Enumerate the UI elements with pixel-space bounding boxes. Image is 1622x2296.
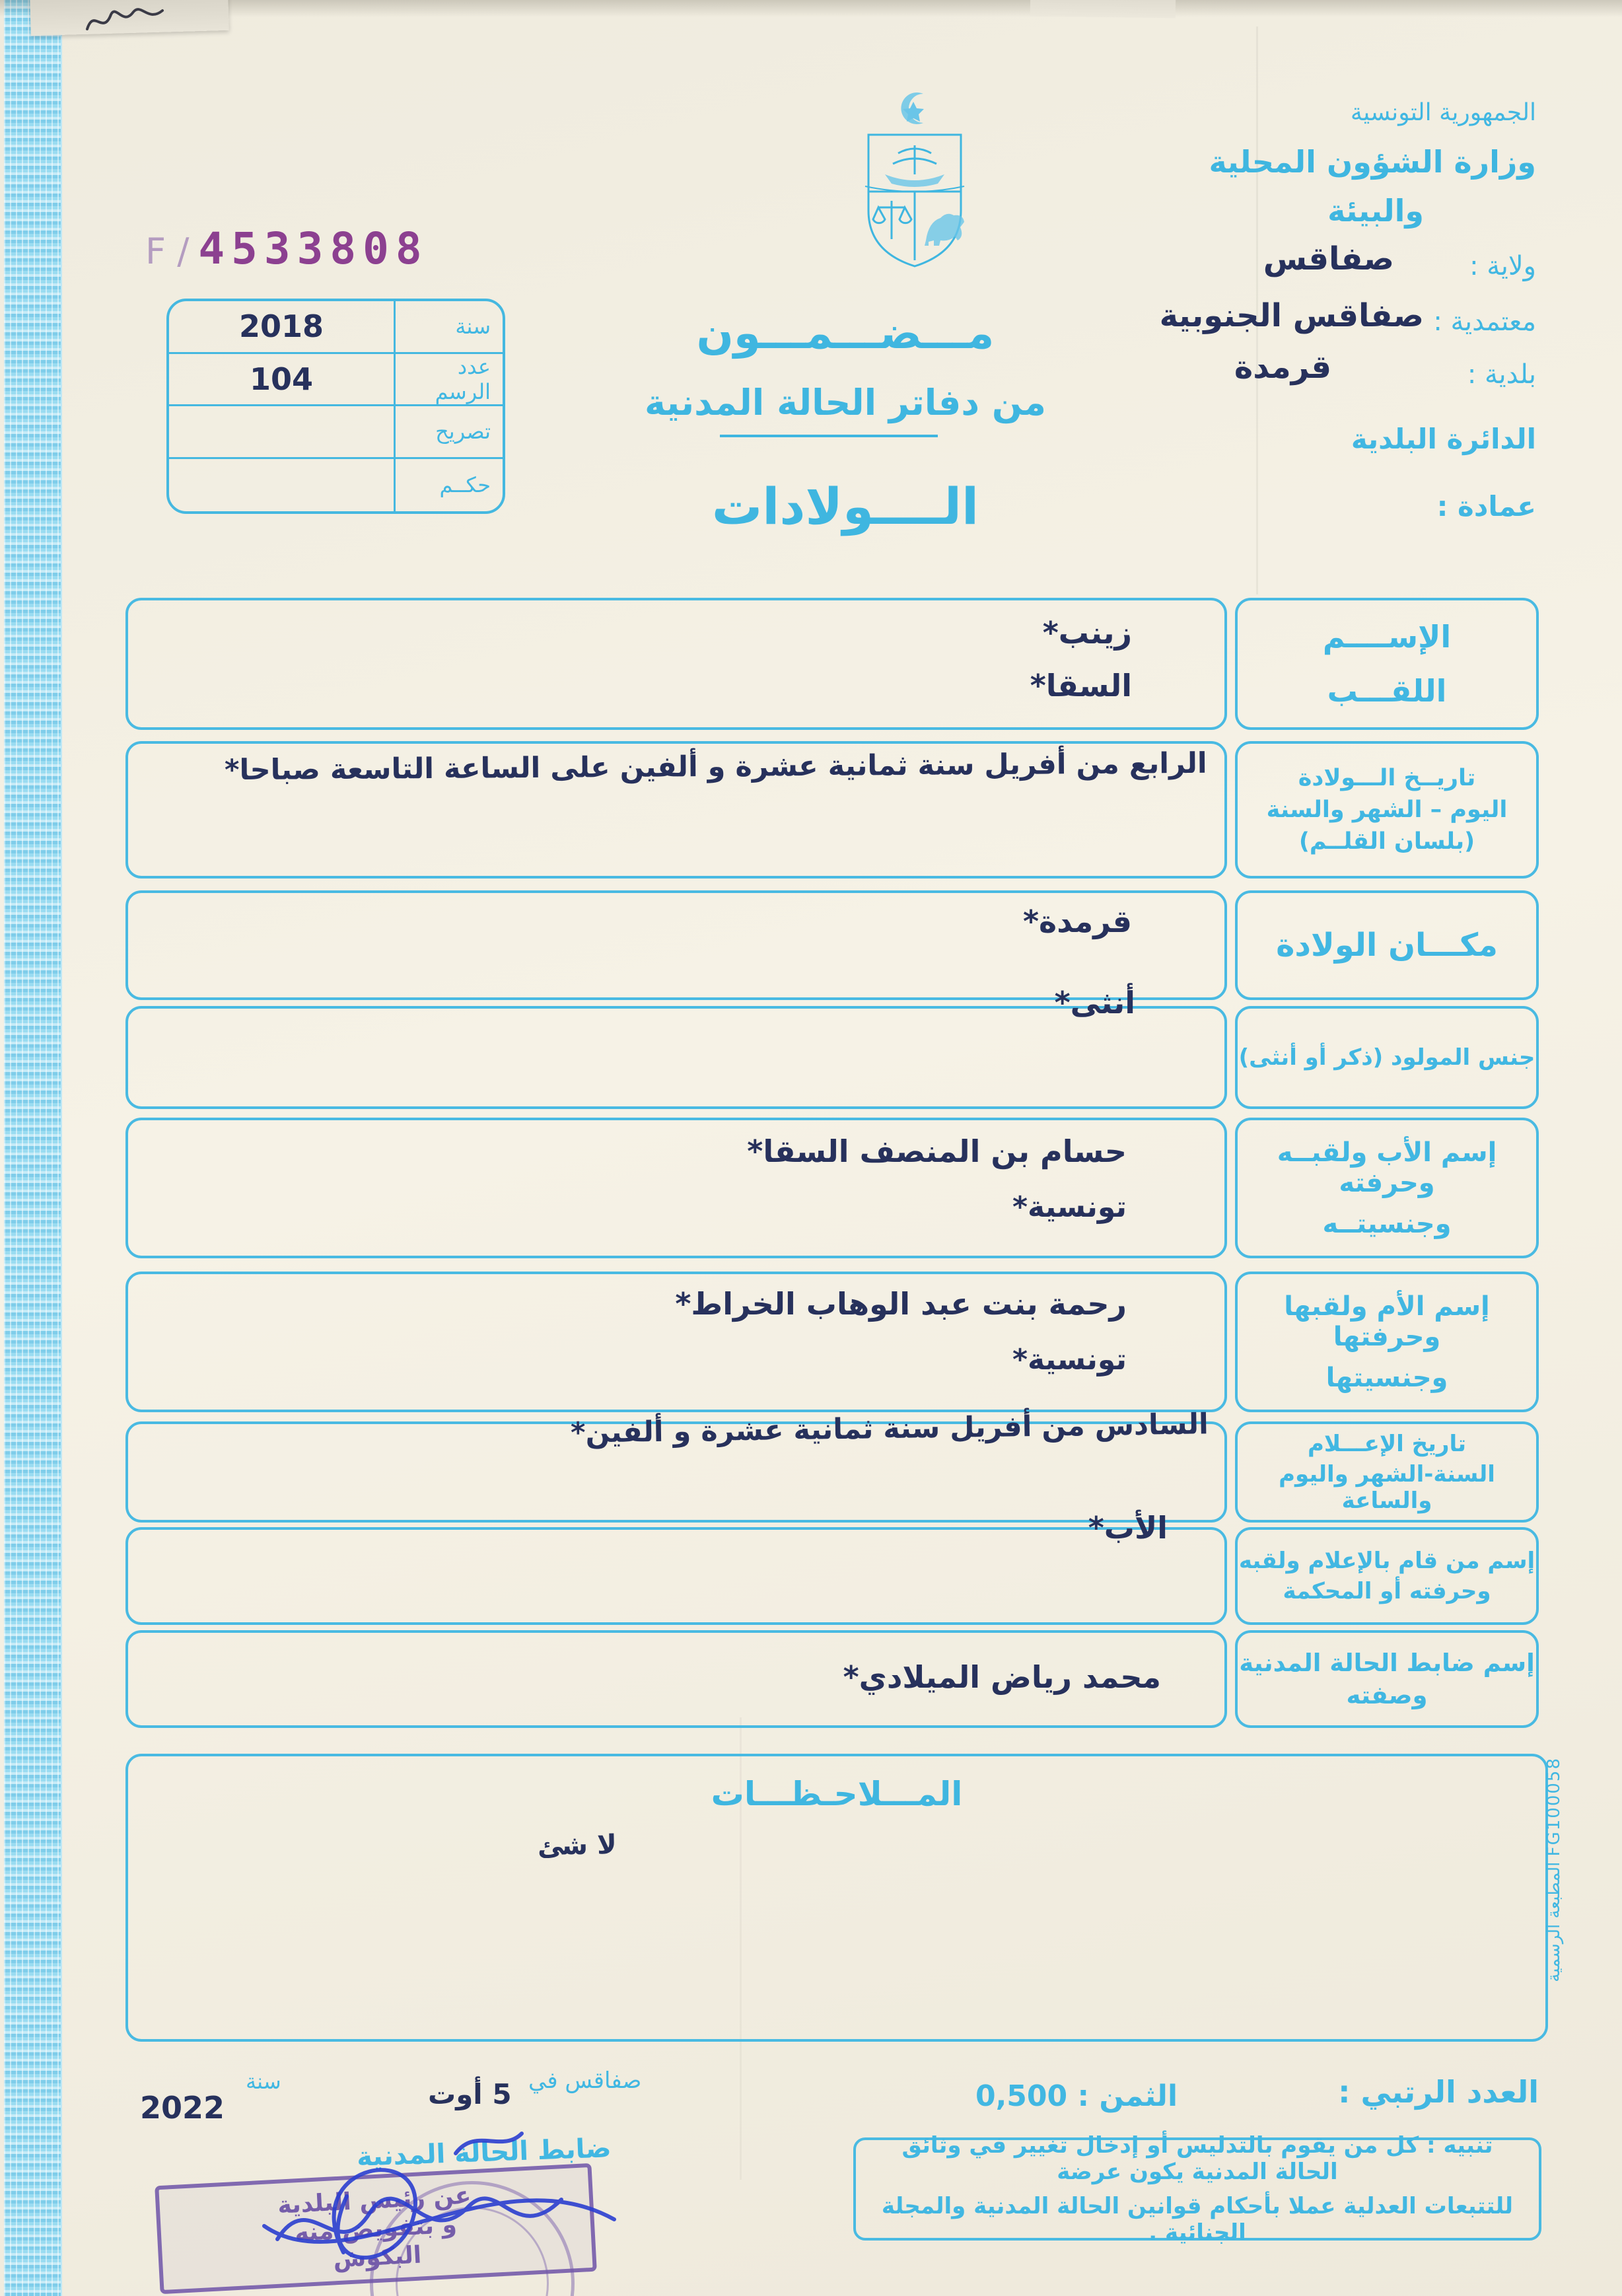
label-sex [1235,1006,1539,1109]
value-birth-place: قرمدة* [1023,904,1132,939]
act-number-label: عدد الرسم [394,354,503,407]
delegation-label: معتمدية : [1433,306,1536,337]
label-birth-date-1: تاريــخ الـــولادة [1298,765,1476,791]
tunisia-coat-of-arms-icon [845,87,984,289]
ministry-line1: وزارة الشؤون المحلية [1209,144,1536,180]
field-officer [125,1630,1227,1728]
declaration-label: تصريح [394,406,503,459]
notes-title: المـــلاحـظـــات [711,1775,963,1813]
value-mother-nationality: تونسية* [1012,1343,1127,1377]
label-declaration-date-1: تاريخ الإعـــلام [1308,1430,1467,1457]
value-officer-name: محمد رياض الميلادي* [843,1659,1161,1695]
label-sex-text: جنس المولود (ذكر أو أنثى) [1238,1044,1535,1071]
document-title-line1: مـــضـــمـــون [696,308,995,359]
value-mother-name: رحمة بنت عبد الوهاب الخراط* [675,1286,1127,1322]
label-father-2: وجنسيتــه [1322,1208,1452,1239]
field-sex [125,985,1227,1109]
district-label: الدائرة البلدية [1351,423,1536,455]
value-surname: السقا* [1030,668,1132,703]
stamp-line2: و بتفويض منه [294,2211,458,2246]
fraud-warning-box [853,2132,1541,2246]
security-border-strip [4,0,62,2296]
label-name-surname [1235,598,1539,730]
price-label: الثمن : 0,500 [975,2079,1178,2113]
label-declarant-1: إسم من قام بالإعلام ولقبه [1238,1548,1535,1574]
label-surname: اللقـــب [1327,673,1447,709]
label-mother-1: إسم الأم ولقبها وحرفتها [1284,1291,1490,1352]
handwritten-scribble [79,3,172,42]
value-sex: أنثى* [1054,985,1135,1021]
label-birth-date-3: (بلسان القلــم) [1298,828,1475,855]
printer-reference: المطبعة الرسمية FG100058 [1544,1757,1564,1982]
field-declarant [125,1510,1227,1625]
stamp-line1: عن رئيس البلدية [277,2181,472,2219]
label-declaration-date-2: السنة-الشهر واليوم والساعة [1279,1460,1495,1514]
tape-top-right [1030,0,1176,18]
declaration-value [169,406,394,459]
field-birth-place [125,890,1227,1000]
label-mother [1235,1272,1539,1412]
ordinal-number-label: العدد الرتبي : [1338,2074,1539,2110]
officer-signature-title: ضابط الحالة المدنية [356,2133,612,2172]
judgment-label: حكــم [394,459,503,512]
judgment-value [169,459,394,512]
label-father-1: إسم الأب ولقبــه وحرفته [1277,1137,1497,1198]
label-birth-place [1235,890,1539,1000]
issue-year-label: سنة [246,2069,281,2094]
year-label: سنة [394,301,503,354]
field-mother [125,1272,1227,1412]
field-father [125,1118,1227,1258]
registry-box [166,299,505,514]
serial-number [145,223,429,274]
serial-digits: 4533808 [198,223,429,274]
signature-scribble [238,2114,634,2296]
label-birth-place-text: مكـــان الولادة [1276,927,1498,964]
warning-line1: تنبيه : كل من يقوم بالتدليس أو إدخال تغيير في وثائق الحالة المدنية يكون عرضة [901,2132,1493,2185]
issue-day: 5 أوت [428,2078,512,2110]
municipality-label: بلدية : [1467,359,1536,390]
label-birth-date [1235,741,1539,879]
value-birth-date: الرابع من أفريل سنة ثمانية عشرة و ألفين على الساعة التاسعة صباحا* [225,746,1208,787]
issue-place: صفاقس في [528,2067,642,2094]
notes-value: لا شئ [537,1829,617,1862]
warning-line2: للتتبعات العدلية عملا بأحكام قوانين الحالة المدنية والمجلة الجنائية . [881,2193,1514,2246]
issue-year-value: 2022 [140,2090,225,2126]
year-value: 2018 [169,301,394,354]
field-name-surname [125,598,1227,730]
label-officer-1: إسم ضابط الحالة المدنية [1239,1649,1535,1677]
field-declaration-date [125,1408,1227,1523]
label-declarant-2: وحرفته أو المحكمة [1283,1578,1491,1604]
label-declaration-date [1235,1421,1539,1523]
label-declarant [1235,1527,1539,1625]
republic-title: الجمهورية التونسية [1350,99,1536,126]
value-father-name: حسام بن المنصف السقا* [747,1133,1127,1169]
label-officer [1235,1630,1539,1728]
document-title-line2: من دفاتر الحالة المدنية [645,382,1046,423]
value-father-nationality: تونسية* [1012,1190,1127,1224]
torn-top-edge [0,0,1622,17]
value-declaration-date: السادس من أفريل سنة ثمانية عشرة و ألفين* [570,1408,1209,1450]
label-father [1235,1118,1539,1258]
label-officer-2: وصفته [1346,1681,1428,1709]
serial-prefix: F / [145,231,190,272]
ministry-line2: والبيئة [1327,193,1424,229]
notes-box [125,1754,1548,2042]
field-birth-date [125,741,1227,879]
label-mother-2: وجنسيتها [1325,1362,1448,1393]
document-title-births: الــــولادات [711,477,979,536]
title-underline [720,435,938,437]
stamp-line3: البكوش [332,2241,423,2273]
label-birth-date-2: اليوم – الشهر والسنة [1266,797,1508,823]
label-name: الإســــم [1322,619,1452,655]
omda-label: عمادة : [1436,490,1536,522]
delegation-value: صفاقس الجنوبية [1159,297,1424,334]
municipality-value: قرمدة [1234,349,1331,386]
value-declarant: الأب* [1088,1510,1168,1546]
wilaya-label: ولاية : [1469,251,1536,281]
wilaya-value: صفاقس [1263,240,1394,277]
value-name: زينب* [1042,615,1132,651]
act-number-value: 104 [169,354,394,407]
